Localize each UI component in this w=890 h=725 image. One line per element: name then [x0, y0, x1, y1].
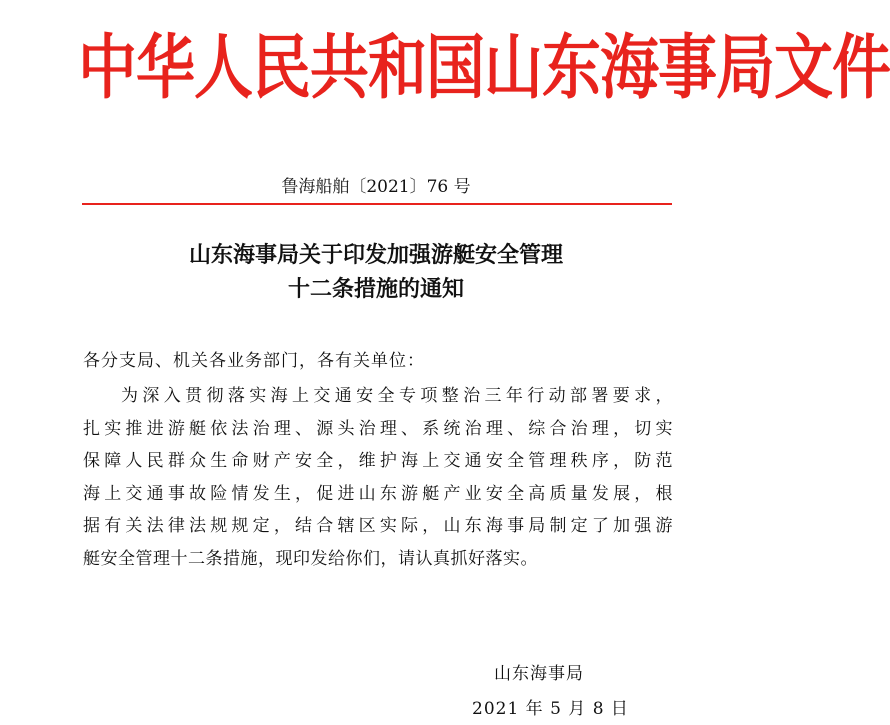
- salutation: 各分支局、机关各业务部门，各有关单位：: [83, 351, 425, 371]
- document-number: 鲁海船舶〔2021〕76 号: [281, 177, 471, 197]
- body-line: 据有关法律法规规定，结合辖区实际，山东海事局制定了加强游: [83, 516, 673, 536]
- notice-title: [0, 238, 752, 306]
- body-line: 艇安全管理十二条措施，现印发给你们，请认真抓好落实。: [83, 548, 538, 569]
- issuing-authority: 山东海事局: [494, 664, 584, 684]
- body-line: 为深入贯彻落实海上交通安全专项整治三年行动部署要求，: [121, 386, 673, 406]
- red-divider-line: [82, 203, 672, 205]
- body-paragraph: [83, 380, 673, 575]
- notice-title-line-2: 十二条措施的通知: [287, 276, 464, 302]
- body-line: 保障人民群众生命财产安全，维护海上交通安全管理秩序，防范: [83, 451, 673, 471]
- masthead-title: 中华人民共和国山东海事局文件: [78, 26, 890, 109]
- body-line: 海上交通事故险情发生，促进山东游艇产业安全高质量发展，根: [83, 483, 673, 504]
- issue-date: 2021 年 5 月 8 日: [472, 699, 629, 719]
- body-line: 扎实推进游艇依法治理、源头治理、系统治理、综合治理，切实: [83, 418, 673, 439]
- notice-title-line-1: 山东海事局关于印发加强游艇安全管理: [188, 242, 563, 268]
